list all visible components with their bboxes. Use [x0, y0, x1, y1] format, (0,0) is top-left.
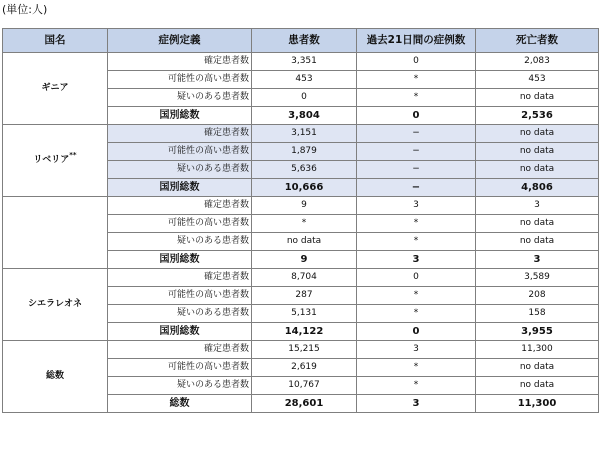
cases-cell: 3,804 — [252, 107, 357, 125]
case-definition-cell: 確定患者数 — [108, 197, 252, 215]
cases-cell: 287 — [252, 287, 357, 305]
cases-cell: 5,131 — [252, 305, 357, 323]
deaths-cell: 2,536 — [476, 107, 599, 125]
country-footnote-mark: ** — [69, 151, 77, 159]
cases-cell: 453 — [252, 71, 357, 89]
country-name: リベリア — [33, 155, 70, 165]
unit-note: (単位:人) — [2, 3, 48, 16]
header-cases: 患者数 — [252, 29, 357, 53]
country-name-cell — [3, 341, 108, 413]
deaths-cell: no data — [476, 143, 599, 161]
country-name-cell — [3, 197, 108, 269]
country-name: シエラレオネ — [28, 299, 82, 309]
header-country: 国名 — [3, 29, 108, 53]
case-definition-cell: 疑いのある患者数 — [108, 89, 252, 107]
table-header-row — [3, 29, 599, 53]
country-name: 総数 — [45, 371, 64, 381]
deaths-cell: 3,955 — [476, 323, 599, 341]
recent-cases-cell: * — [357, 287, 476, 305]
recent-cases-cell: * — [357, 71, 476, 89]
country-name-cell — [3, 53, 108, 125]
table-body — [3, 53, 599, 413]
case-definition-cell: 確定患者数 — [108, 269, 252, 287]
deaths-cell: 4,806 — [476, 179, 599, 197]
cases-cell: 9 — [252, 251, 357, 269]
deaths-cell: 208 — [476, 287, 599, 305]
recent-cases-cell: 3 — [357, 197, 476, 215]
deaths-cell: 3 — [476, 197, 599, 215]
case-definition-cell: 国別総数 — [108, 323, 252, 341]
header-deaths: 死亡者数 — [476, 29, 599, 53]
case-definition-cell: 可能性の高い患者数 — [108, 71, 252, 89]
cases-cell: 10,767 — [252, 377, 357, 395]
cases-cell: * — [252, 215, 357, 233]
case-definition-cell: 可能性の高い患者数 — [108, 143, 252, 161]
case-definition-cell: 疑いのある患者数 — [108, 377, 252, 395]
table-row — [3, 125, 599, 143]
deaths-cell: no data — [476, 233, 599, 251]
case-definition-cell: 確定患者数 — [108, 53, 252, 71]
deaths-cell: no data — [476, 89, 599, 107]
deaths-cell: 158 — [476, 305, 599, 323]
recent-cases-cell: * — [357, 233, 476, 251]
deaths-cell: 11,300 — [476, 341, 599, 359]
deaths-cell: no data — [476, 215, 599, 233]
recent-cases-cell: * — [357, 359, 476, 377]
cases-cell: 3,151 — [252, 125, 357, 143]
case-definition-cell: 疑いのある患者数 — [108, 161, 252, 179]
recent-cases-cell: 0 — [357, 269, 476, 287]
recent-cases-cell: − — [357, 179, 476, 197]
cases-cell: 28,601 — [252, 395, 357, 413]
case-definition-cell: 疑いのある患者数 — [108, 233, 252, 251]
recent-cases-cell: 0 — [357, 323, 476, 341]
country-name: ギニア — [41, 83, 69, 93]
cases-cell: 0 — [252, 89, 357, 107]
cases-cell: 15,215 — [252, 341, 357, 359]
cases-cell: 1,879 — [252, 143, 357, 161]
cases-cell: no data — [252, 233, 357, 251]
deaths-cell: no data — [476, 125, 599, 143]
cases-cell: 9 — [252, 197, 357, 215]
deaths-cell: 453 — [476, 71, 599, 89]
deaths-cell: no data — [476, 359, 599, 377]
case-definition-cell: 国別総数 — [108, 179, 252, 197]
header-case-definition: 症例定義 — [108, 29, 252, 53]
recent-cases-cell: − — [357, 125, 476, 143]
recent-cases-cell: * — [357, 215, 476, 233]
case-definition-cell: 可能性の高い患者数 — [108, 287, 252, 305]
case-definition-cell: 可能性の高い患者数 — [108, 359, 252, 377]
recent-cases-cell: − — [357, 161, 476, 179]
recent-cases-cell: 3 — [357, 251, 476, 269]
table-row — [3, 341, 599, 359]
recent-cases-cell: 0 — [357, 53, 476, 71]
table-row — [3, 269, 599, 287]
recent-cases-cell: − — [357, 143, 476, 161]
cases-cell: 10,666 — [252, 179, 357, 197]
deaths-cell: 3,589 — [476, 269, 599, 287]
case-definition-cell: 国別総数 — [108, 107, 252, 125]
case-definition-cell: 国別総数 — [108, 251, 252, 269]
cases-cell: 8,704 — [252, 269, 357, 287]
case-definition-cell: 確定患者数 — [108, 341, 252, 359]
header-recent-21-days: 過去21日間の症例数 — [357, 29, 476, 53]
case-definition-cell: 確定患者数 — [108, 125, 252, 143]
ebola-stats-table — [2, 28, 599, 413]
country-name-cell — [3, 269, 108, 341]
recent-cases-cell: 0 — [357, 107, 476, 125]
recent-cases-cell: * — [357, 89, 476, 107]
case-definition-cell: 可能性の高い患者数 — [108, 215, 252, 233]
cases-cell: 2,619 — [252, 359, 357, 377]
recent-cases-cell: 3 — [357, 395, 476, 413]
table-row — [3, 53, 599, 71]
recent-cases-cell: * — [357, 305, 476, 323]
recent-cases-cell: 3 — [357, 341, 476, 359]
cases-cell: 14,122 — [252, 323, 357, 341]
deaths-cell: 11,300 — [476, 395, 599, 413]
case-definition-cell: 総数 — [108, 395, 252, 413]
deaths-cell: 2,083 — [476, 53, 599, 71]
deaths-cell: no data — [476, 161, 599, 179]
cases-cell: 5,636 — [252, 161, 357, 179]
recent-cases-cell: * — [357, 377, 476, 395]
cases-cell: 3,351 — [252, 53, 357, 71]
deaths-cell: no data — [476, 377, 599, 395]
country-name-cell — [3, 125, 108, 197]
deaths-cell: 3 — [476, 251, 599, 269]
case-definition-cell: 疑いのある患者数 — [108, 305, 252, 323]
table-row — [3, 197, 599, 215]
